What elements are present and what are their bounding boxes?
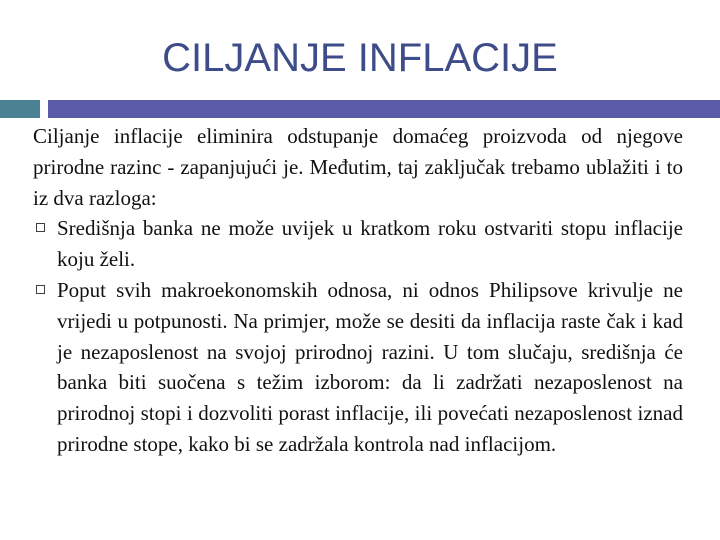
bullet-list	[33, 213, 683, 459]
square-bullet-icon	[36, 223, 45, 232]
square-bullet-icon	[36, 285, 45, 294]
intro-paragraph: Ciljanje inflacije eliminira odstupanje domaćeg proizvoda od njegove prirodne razinc - zapanjujući je. Međutim, taj zaključak trebamo ublažiti i to iz dva razloga:	[33, 124, 683, 210]
bullet-text: Poput svih makroekonomskih odnosa, ni odnos Philipsove krivulje ne vrijedi u potpunosti. Na primjer, može se desiti da inflacija raste čak i kad je nezaposlenost na svojoj prirodnoj razini. U tom slučaju, središnja će banka biti suočena s težim izborom: da li zadržati nezaposlenost na prirodnoj stopi i dozvoliti porast inflacije, ili povećati nezaposlenost iznad prirodne stope, kako bi se zadržala kontrola nad inflacijom.	[57, 277, 683, 456]
bullet-text: Središnja banka ne može uvijek u kratkom roku ostvariti stopu inflacije koju želi.	[57, 216, 683, 272]
bullet-item	[33, 275, 683, 460]
title-divider-left	[0, 100, 40, 118]
slide-title: CILJANJE INFLACIJE	[162, 36, 558, 80]
bullet-item	[33, 213, 683, 275]
title-divider-right	[48, 100, 720, 118]
slide-body	[33, 121, 683, 460]
